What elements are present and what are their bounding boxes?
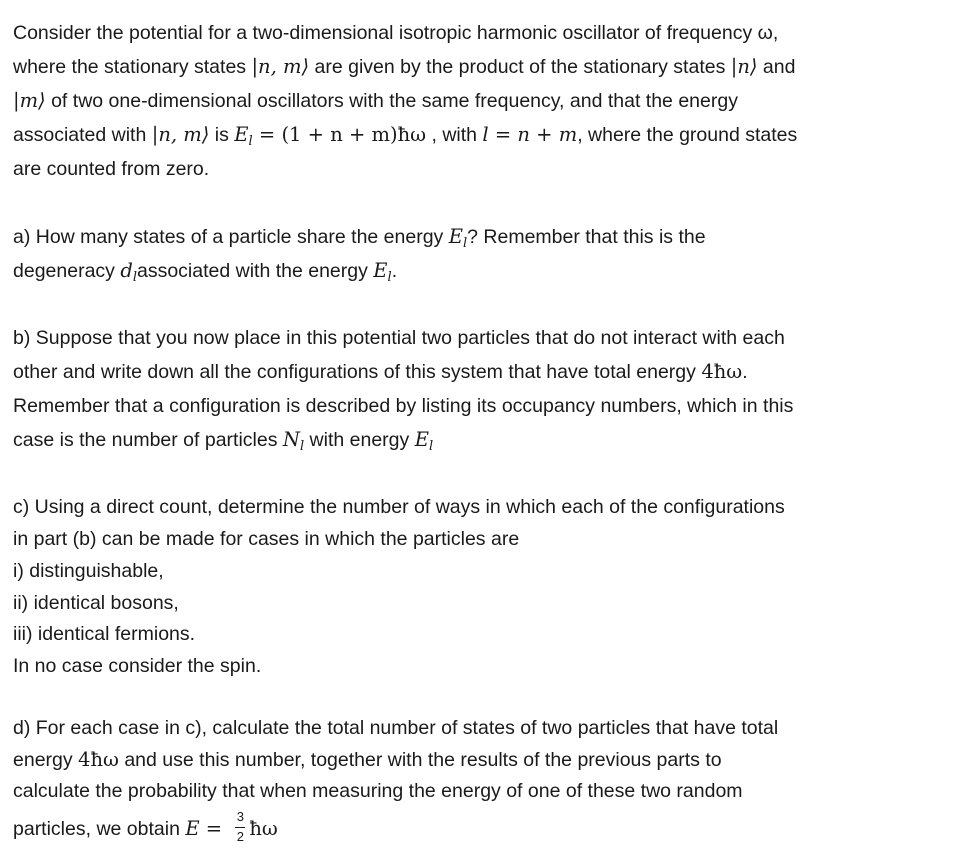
part-a-line-1: a) How many states of a particle share the energy $E_l$? Remember that this is the: [13, 225, 706, 251]
intro-line-1: Consider the potential for a two-dimensional isotropic harmonic oscillator of frequency ω,: [13, 22, 779, 44]
part-b-line-1: b) Suppose that you now place in this potential two particles that do not interact with each: [13, 327, 785, 349]
intro-line-5: are counted from zero.: [13, 158, 210, 180]
part-b-line-3: Remember that a configuration is described by listing its occupancy numbers, which in this: [13, 395, 794, 417]
part-c-line-1: c) Using a direct count, determine the number of ways in which each of the configurations: [13, 496, 785, 518]
intro-line-4: associated with |n, m⟩ is $E_l = (1 + n$ + m)ħω , with l = n + m, where the ground states: [13, 123, 798, 149]
part-d-line-1: d) For each case in c), calculate the total number of states of two particles that have total: [13, 717, 779, 739]
intro-line-2: where the stationary states |n, m⟩ are given by the product of the stationary states |n⟩ and: [13, 55, 796, 78]
part-c-item-ii: ii) identical bosons,: [13, 592, 179, 614]
part-d-line-3: calculate the probability that when measuring the energy of one of these two random: [13, 780, 743, 802]
part-c-item-i: i) distinguishable,: [13, 560, 164, 582]
part-d-line-2: energy 4ħω and use this number, together with the results of the previous parts to: [13, 748, 722, 771]
part-c-line-2: in part (b) can be made for cases in which the particles are: [13, 528, 520, 550]
intro-line-3: |m⟩ of two one-dimensional oscillators with the same frequency, and that the energy: [13, 89, 738, 112]
fraction-three-halves: $\frac{3}{2}$: [236, 808, 244, 844]
part-c-item-iii: iii) identical fermions.: [13, 623, 196, 645]
part-b-line-4: case is the number of particles $N_l$ with energy $E_l$: [13, 428, 434, 454]
part-b-line-2: other and write down all the configurations of this system that have total energy 4ħω.: [13, 360, 748, 383]
part-a-line-2: degeneracy $d_lassociated$ with the energy $E_l$.: [13, 259, 398, 285]
part-c-note: In no case consider the spin.: [13, 655, 262, 677]
part-d-line-4: particles, we obtain E = $\frac{3}{2}$ ħω: [13, 808, 278, 844]
